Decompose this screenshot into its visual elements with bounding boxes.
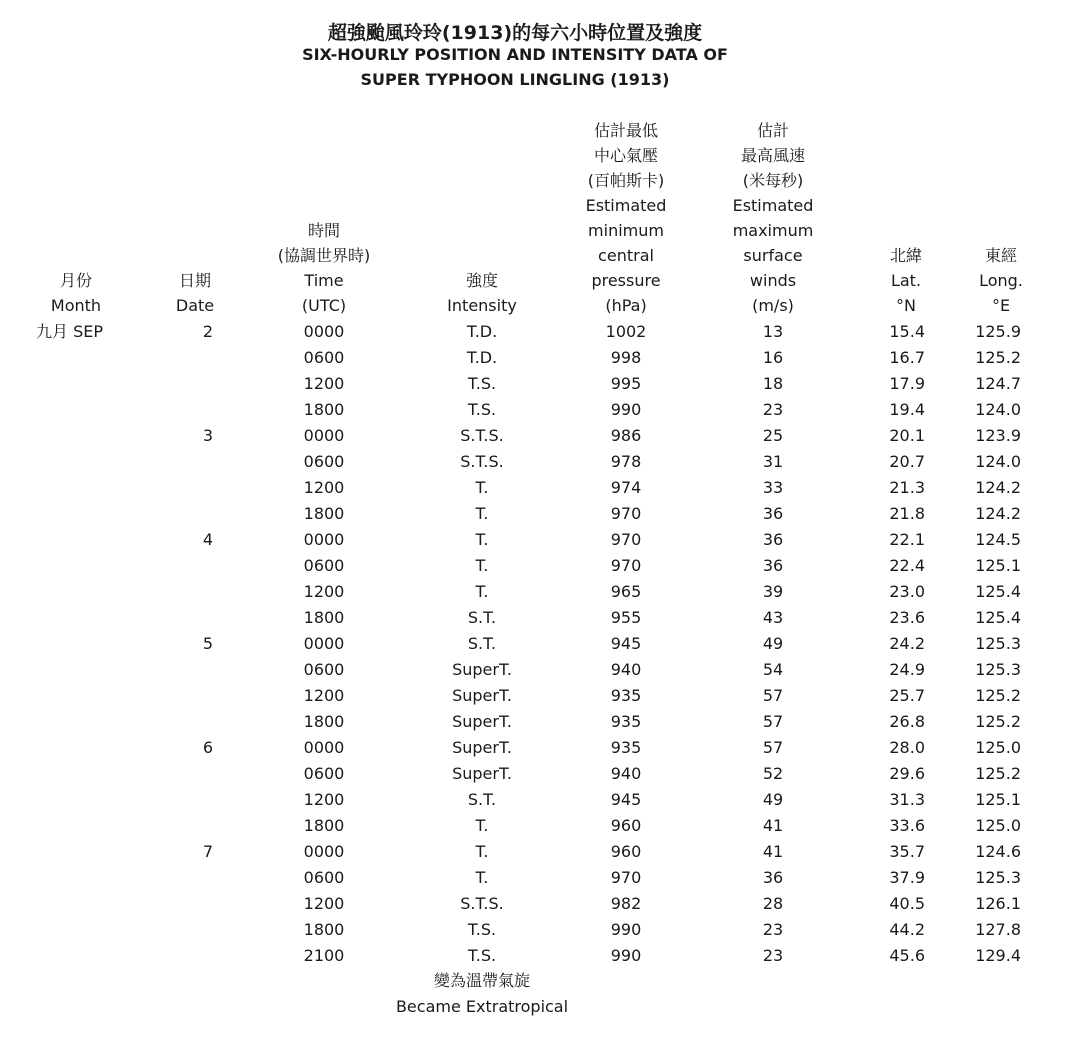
row-11-time: 1800 xyxy=(303,608,345,627)
row-2-winds: 18 xyxy=(762,374,784,393)
row-18-time: 1200 xyxy=(303,790,345,809)
row-24-time: 2100 xyxy=(303,946,345,965)
row-20-date: 7 xyxy=(202,842,213,861)
row-12-date: 5 xyxy=(202,634,213,653)
row-16-winds: 57 xyxy=(762,738,784,757)
row-5-pressure: 978 xyxy=(610,452,642,471)
row-8-lat: 22.1 xyxy=(889,530,925,549)
row-21-lat: 37.9 xyxy=(889,868,925,887)
header-lat-line-2: °N xyxy=(896,296,916,315)
row-7-intensity: T. xyxy=(475,504,489,523)
row-6-time: 1200 xyxy=(303,478,345,497)
row-7-lat: 21.8 xyxy=(889,504,925,523)
row-4-lat: 20.1 xyxy=(889,426,925,445)
row-21-time: 0600 xyxy=(303,868,345,887)
row-2-time: 1200 xyxy=(303,374,345,393)
row-1-time: 0600 xyxy=(303,348,345,367)
row-18-lat: 31.3 xyxy=(889,790,925,809)
header-lat-line-0: 北緯 xyxy=(889,246,923,265)
header-winds-line-3: Estimated xyxy=(732,196,814,215)
row-1-lat: 16.7 xyxy=(889,348,925,367)
footer-english: Became Extratropical xyxy=(395,997,569,1016)
row-9-winds: 36 xyxy=(762,556,784,575)
row-21-pressure: 970 xyxy=(610,868,642,887)
row-18-pressure: 945 xyxy=(610,790,642,809)
row-18-intensity: S.T. xyxy=(467,790,497,809)
row-7-winds: 36 xyxy=(762,504,784,523)
row-4-time: 0000 xyxy=(303,426,345,445)
row-21-lon: 125.3 xyxy=(975,868,1021,887)
row-6-intensity: T. xyxy=(475,478,489,497)
header-winds-line-6: winds xyxy=(749,271,797,290)
header-lat-line-1: Lat. xyxy=(890,271,922,290)
row-16-time: 0000 xyxy=(303,738,345,757)
header-intensity-line-1: Intensity xyxy=(447,296,517,315)
header-winds-line-0: 估計 xyxy=(756,121,790,140)
row-3-lat: 19.4 xyxy=(889,400,925,419)
row-6-lon: 124.2 xyxy=(975,478,1021,497)
row-6-pressure: 974 xyxy=(610,478,642,497)
row-3-lon: 124.0 xyxy=(975,400,1021,419)
row-23-intensity: T.S. xyxy=(467,920,497,939)
header-pressure-line-3: Estimated xyxy=(585,196,667,215)
row-7-time: 1800 xyxy=(303,504,345,523)
header-winds-line-5: surface xyxy=(743,246,803,265)
row-12-pressure: 945 xyxy=(610,634,642,653)
row-0-time: 0000 xyxy=(303,322,345,341)
row-5-time: 0600 xyxy=(303,452,345,471)
row-8-winds: 36 xyxy=(762,530,784,549)
row-1-lon: 125.2 xyxy=(975,348,1021,367)
row-16-lon: 125.0 xyxy=(975,738,1021,757)
row-17-pressure: 940 xyxy=(610,764,642,783)
row-12-time: 0000 xyxy=(303,634,345,653)
row-14-lon: 125.2 xyxy=(975,686,1021,705)
header-pressure-line-1: 中心氣壓 xyxy=(593,146,659,165)
row-3-intensity: T.S. xyxy=(467,400,497,419)
row-0-winds: 13 xyxy=(762,322,784,341)
row-21-intensity: T. xyxy=(475,868,489,887)
row-14-pressure: 935 xyxy=(610,686,642,705)
row-2-intensity: T.S. xyxy=(467,374,497,393)
row-6-winds: 33 xyxy=(762,478,784,497)
row-8-date: 4 xyxy=(202,530,213,549)
row-3-time: 1800 xyxy=(303,400,345,419)
row-17-intensity: SuperT. xyxy=(452,764,512,783)
row-24-pressure: 990 xyxy=(610,946,642,965)
row-2-lon: 124.7 xyxy=(975,374,1021,393)
row-14-intensity: SuperT. xyxy=(452,686,512,705)
row-16-date: 6 xyxy=(202,738,213,757)
row-21-winds: 36 xyxy=(762,868,784,887)
row-23-time: 1800 xyxy=(303,920,345,939)
row-13-winds: 54 xyxy=(762,660,784,679)
header-pressure-line-0: 估計最低 xyxy=(593,121,659,140)
header-lon-line-2: °E xyxy=(991,296,1011,315)
row-22-time: 1200 xyxy=(303,894,345,913)
row-13-lat: 24.9 xyxy=(889,660,925,679)
row-19-winds: 41 xyxy=(762,816,784,835)
row-7-pressure: 970 xyxy=(610,504,642,523)
row-5-lon: 124.0 xyxy=(975,452,1021,471)
row-24-winds: 23 xyxy=(762,946,784,965)
header-intensity-line-0: 強度 xyxy=(465,271,499,290)
row-16-pressure: 935 xyxy=(610,738,642,757)
row-23-lat: 44.2 xyxy=(889,920,925,939)
row-22-winds: 28 xyxy=(762,894,784,913)
month-label: 九月 SEP xyxy=(36,322,104,341)
header-time-line-2: Time xyxy=(304,271,344,290)
row-17-winds: 52 xyxy=(762,764,784,783)
row-9-lat: 22.4 xyxy=(889,556,925,575)
row-19-time: 1800 xyxy=(303,816,345,835)
row-19-pressure: 960 xyxy=(610,816,642,835)
row-24-intensity: T.S. xyxy=(467,946,497,965)
row-15-intensity: SuperT. xyxy=(452,712,512,731)
row-14-time: 1200 xyxy=(303,686,345,705)
row-4-intensity: S.T.S. xyxy=(460,426,504,445)
row-0-date: 2 xyxy=(202,322,213,341)
row-4-winds: 25 xyxy=(762,426,784,445)
row-4-date: 3 xyxy=(202,426,213,445)
row-18-lon: 125.1 xyxy=(975,790,1021,809)
row-8-intensity: T. xyxy=(475,530,489,549)
row-6-lat: 21.3 xyxy=(889,478,925,497)
row-13-intensity: SuperT. xyxy=(452,660,512,679)
row-10-winds: 39 xyxy=(762,582,784,601)
row-12-intensity: S.T. xyxy=(467,634,497,653)
row-4-lon: 123.9 xyxy=(975,426,1021,445)
row-10-lon: 125.4 xyxy=(975,582,1021,601)
row-1-intensity: T.D. xyxy=(466,348,498,367)
row-8-pressure: 970 xyxy=(610,530,642,549)
row-19-intensity: T. xyxy=(475,816,489,835)
header-month-line-1: Month xyxy=(50,296,102,315)
row-16-intensity: SuperT. xyxy=(452,738,512,757)
row-15-time: 1800 xyxy=(303,712,345,731)
header-winds-line-1: 最高風速 xyxy=(740,146,806,165)
row-2-pressure: 995 xyxy=(610,374,642,393)
title-english-line2: SUPER TYPHOON LINGLING (1913) xyxy=(360,70,670,89)
row-20-pressure: 960 xyxy=(610,842,642,861)
row-9-lon: 125.1 xyxy=(975,556,1021,575)
row-20-time: 0000 xyxy=(303,842,345,861)
row-0-lat: 15.4 xyxy=(889,322,925,341)
row-22-pressure: 982 xyxy=(610,894,642,913)
row-15-lon: 125.2 xyxy=(975,712,1021,731)
header-pressure-line-7: (hPa) xyxy=(605,296,647,315)
title-english-line1: SIX-HOURLY POSITION AND INTENSITY DATA OF xyxy=(302,45,728,64)
header-month-line-0: 月份 xyxy=(59,271,93,290)
row-9-intensity: T. xyxy=(475,556,489,575)
row-19-lat: 33.6 xyxy=(889,816,925,835)
row-15-winds: 57 xyxy=(762,712,784,731)
row-15-pressure: 935 xyxy=(610,712,642,731)
row-23-winds: 23 xyxy=(762,920,784,939)
header-time-line-1: (協調世界時) xyxy=(277,246,371,265)
row-17-lat: 29.6 xyxy=(889,764,925,783)
row-10-pressure: 965 xyxy=(610,582,642,601)
header-winds-line-7: (m/s) xyxy=(752,296,794,315)
footer-chinese: 變為溫帶氣旋 xyxy=(433,971,531,990)
row-1-pressure: 998 xyxy=(610,348,642,367)
header-pressure-line-2: (百帕斯卡) xyxy=(587,171,665,190)
row-24-lon: 129.4 xyxy=(975,946,1021,965)
row-4-pressure: 986 xyxy=(610,426,642,445)
row-12-lon: 125.3 xyxy=(975,634,1021,653)
header-pressure-line-5: central xyxy=(598,246,654,265)
row-11-lat: 23.6 xyxy=(889,608,925,627)
row-7-lon: 124.2 xyxy=(975,504,1021,523)
row-10-lat: 23.0 xyxy=(889,582,925,601)
row-22-lon: 126.1 xyxy=(975,894,1021,913)
row-24-lat: 45.6 xyxy=(889,946,925,965)
row-20-lon: 124.6 xyxy=(975,842,1021,861)
row-22-intensity: S.T.S. xyxy=(460,894,504,913)
row-19-lon: 125.0 xyxy=(975,816,1021,835)
row-11-winds: 43 xyxy=(762,608,784,627)
row-23-pressure: 990 xyxy=(610,920,642,939)
row-0-pressure: 1002 xyxy=(605,322,647,341)
row-14-lat: 25.7 xyxy=(889,686,925,705)
header-lon-line-0: 東經 xyxy=(984,246,1018,265)
row-5-winds: 31 xyxy=(762,452,784,471)
row-17-lon: 125.2 xyxy=(975,764,1021,783)
row-17-time: 0600 xyxy=(303,764,345,783)
header-time-line-0: 時間 xyxy=(307,221,341,240)
row-11-intensity: S.T. xyxy=(467,608,497,627)
row-13-pressure: 940 xyxy=(610,660,642,679)
header-lon-line-1: Long. xyxy=(979,271,1023,290)
row-1-winds: 16 xyxy=(762,348,784,367)
row-0-lon: 125.9 xyxy=(975,322,1021,341)
row-2-lat: 17.9 xyxy=(889,374,925,393)
row-13-time: 0600 xyxy=(303,660,345,679)
row-5-intensity: S.T.S. xyxy=(460,452,504,471)
row-8-lon: 124.5 xyxy=(975,530,1021,549)
row-23-lon: 127.8 xyxy=(975,920,1021,939)
row-18-winds: 49 xyxy=(762,790,784,809)
row-16-lat: 28.0 xyxy=(889,738,925,757)
row-9-pressure: 970 xyxy=(610,556,642,575)
row-9-time: 0600 xyxy=(303,556,345,575)
row-10-time: 1200 xyxy=(303,582,345,601)
row-15-lat: 26.8 xyxy=(889,712,925,731)
row-13-lon: 125.3 xyxy=(975,660,1021,679)
row-3-winds: 23 xyxy=(762,400,784,419)
row-3-pressure: 990 xyxy=(610,400,642,419)
row-12-lat: 24.2 xyxy=(889,634,925,653)
row-10-intensity: T. xyxy=(475,582,489,601)
header-pressure-line-6: pressure xyxy=(591,271,661,290)
row-12-winds: 49 xyxy=(762,634,784,653)
row-0-intensity: T.D. xyxy=(466,322,498,341)
row-11-lon: 125.4 xyxy=(975,608,1021,627)
title-chinese: 超強颱風玲玲(1913)的每六小時位置及強度 xyxy=(327,22,703,44)
row-20-lat: 35.7 xyxy=(889,842,925,861)
header-date-line-1: Date xyxy=(175,296,215,315)
row-22-lat: 40.5 xyxy=(889,894,925,913)
header-pressure-line-4: minimum xyxy=(588,221,664,240)
row-11-pressure: 955 xyxy=(610,608,642,627)
row-14-winds: 57 xyxy=(762,686,784,705)
row-20-winds: 41 xyxy=(762,842,784,861)
header-winds-line-4: maximum xyxy=(732,221,814,240)
row-5-lat: 20.7 xyxy=(889,452,925,471)
header-time-line-3: (UTC) xyxy=(301,296,347,315)
header-date-line-0: 日期 xyxy=(178,271,212,290)
row-20-intensity: T. xyxy=(475,842,489,861)
row-8-time: 0000 xyxy=(303,530,345,549)
header-winds-line-2: (米每秒) xyxy=(742,171,804,190)
